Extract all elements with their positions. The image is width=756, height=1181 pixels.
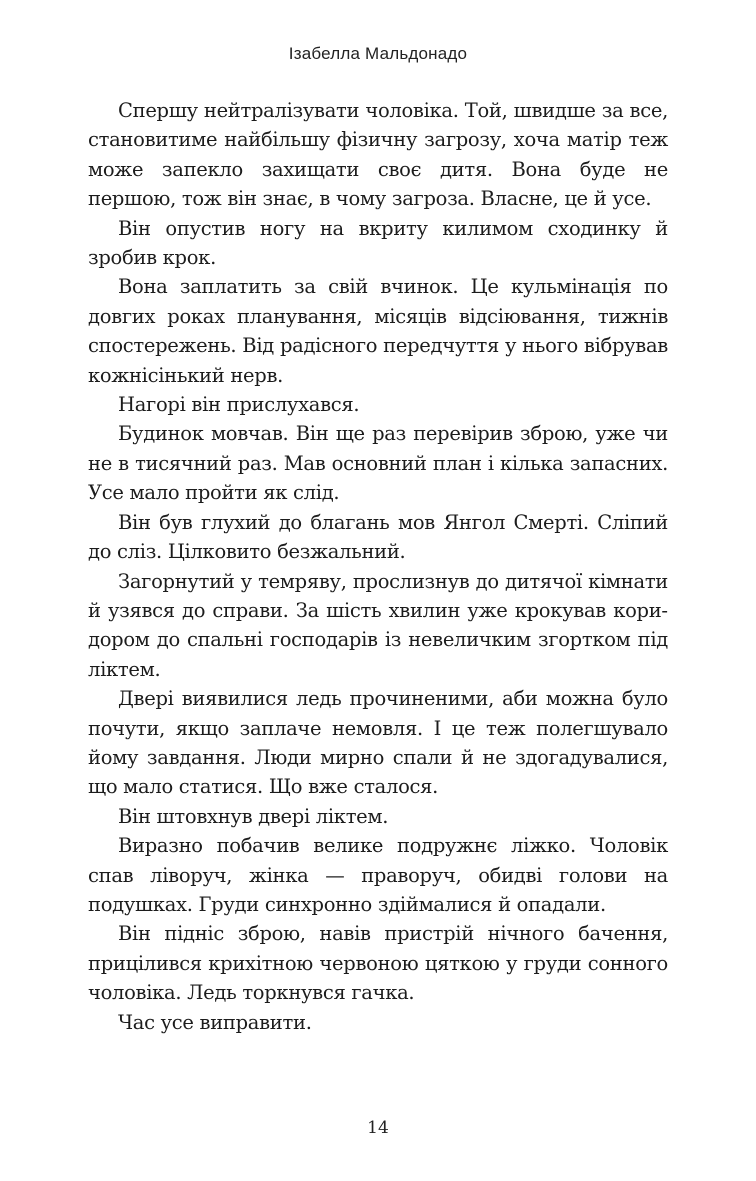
paragraph: Спершу нейтралізувати чоловіка. Той, швидше за все, становитиме найбільшу фізичну загрозу, хоча матір теж може запекло захищати своє дитя. Вона буде не першою, тож він знає, в чому загроза. Власне, це й усе. bbox=[88, 99, 668, 211]
paragraph: Загорнутий у темряву, прослизнув до дитячої кімнати й узявся до справи. За шість хвилин уже крокував коридором до спальні господарів із невеличким згортком під ліктем. bbox=[88, 569, 668, 681]
paragraph: Нагорі він прислухався. bbox=[118, 393, 360, 417]
paragraph: Двері виявилися ледь прочиненими, аби можна було почути, якщо заплаче немовля. І це теж полегшувало йому завдання. Люди мирно спали й не здогадувалися, що мало статися. Що вже сталося. bbox=[88, 687, 668, 799]
paragraph: Вона заплатить за свій вчинок. Це кульмінація по довгих роках планування, місяців відсіювання, тижнів спостережень. Від радісного передчуття у нього вібрував кожнісінький нерв. bbox=[88, 275, 668, 387]
paragraph: Будинок мовчав. Він ще раз перевірив зброю, уже чи не в тисячний раз. Мав основний план і кілька запасних. Усе мало пройти як слід. bbox=[88, 422, 668, 505]
paragraph: Він був глухий до благань мов Янгол Смерті. Сліпий до сліз. Цілковито безжальний. bbox=[88, 510, 668, 564]
page-number: 14 bbox=[367, 1118, 389, 1138]
paragraph: Виразно побачив велике подружнє ліжко. Чоловік спав ліворуч, жінка — праворуч, обидві голови на подушках. Груди синхронно здіймалися й опадали. bbox=[88, 834, 668, 916]
body-text bbox=[88, 96, 668, 1037]
paragraph: Він підніс зброю, навів пристрій нічного бачення, прицілився крихітною червоною цяткою у груди сонного чоловіка. Ледь торкнувся гачка. bbox=[88, 922, 668, 1005]
running-header-title: Ізабелла Мальдонадо bbox=[288, 44, 468, 63]
paragraph: Він штовхнув двері ліктем. bbox=[118, 804, 389, 828]
paragraph: Час усе виправити. bbox=[118, 1010, 312, 1034]
paragraph: Він опустив ногу на вкриту килимом сходинку й зробив крок. bbox=[88, 216, 668, 270]
